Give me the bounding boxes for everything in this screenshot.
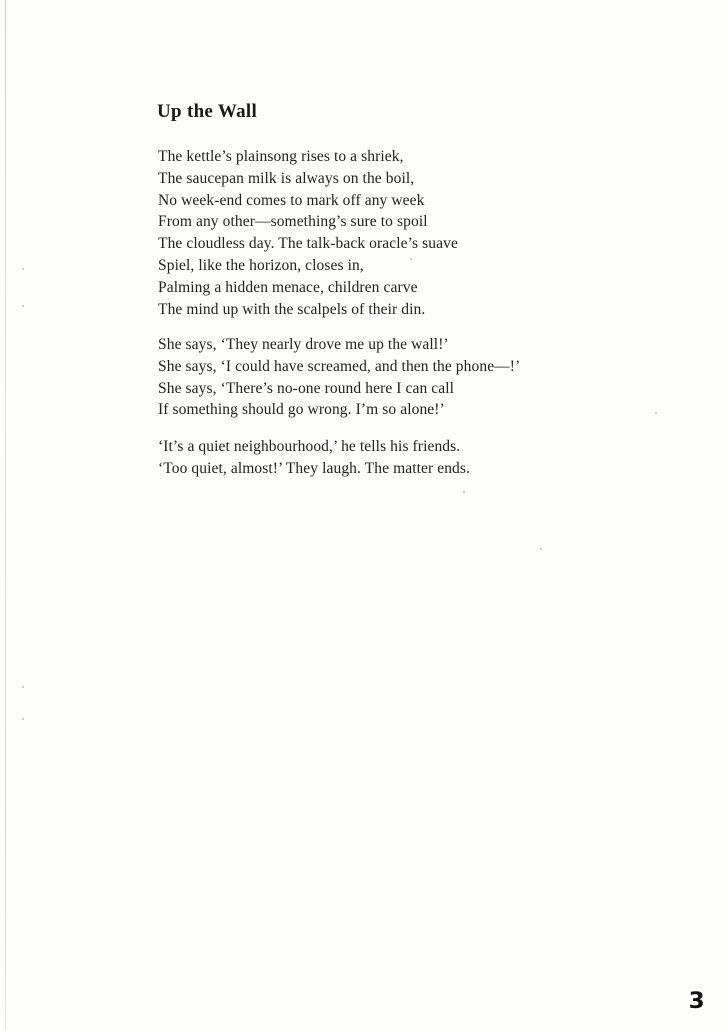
poem-line: If something should go wrong. I’m so alone!’ (158, 401, 445, 419)
poem-line: From any other—something’s sure to spoil (158, 213, 428, 231)
poem-line: She says, ‘There’s no-one round here I can call (158, 379, 455, 397)
poem-line: She says, ‘I could have screamed, and then the phone—!’ (158, 357, 521, 375)
poem-line: The kettle’s plainsong rises to a shriek, (158, 148, 404, 165)
page-number: 3 (688, 989, 705, 1014)
scan-speck (655, 412, 657, 414)
scan-speck (540, 548, 542, 550)
scan-speck (22, 718, 24, 720)
poem-line: The saucepan milk is always on the boil, (158, 169, 415, 187)
poem-line: No week-end comes to mark off any week (158, 191, 425, 209)
poem-line: ‘It’s a quiet neighbourhood,’ he tells his friends. (158, 438, 461, 455)
poem-line: The cloudless day. The talk-back oracle’s suave (158, 235, 458, 253)
scan-speck (410, 258, 412, 260)
poem-line: ‘Too quiet, almost!’ They laugh. The matter ends. (158, 459, 471, 477)
poem-line: Spiel, like the horizon, closes in, (158, 256, 364, 274)
poem-title: Up the Wall (157, 101, 258, 122)
stanza-3 (158, 436, 470, 480)
scan-speck (22, 268, 24, 270)
poem-line: The mind up with the scalpels of their din. (158, 300, 426, 318)
poem-line: Palming a hidden menace, children carve (158, 278, 418, 296)
page-edge-shadow (5, 0, 6, 1030)
stanza-2 (158, 334, 520, 421)
poem-line: She says, ‘They nearly drove me up the wall!’ (158, 336, 449, 353)
scan-speck (22, 686, 24, 688)
scan-speck (22, 305, 24, 307)
scan-speck (463, 491, 465, 493)
stanza-1 (158, 146, 458, 320)
